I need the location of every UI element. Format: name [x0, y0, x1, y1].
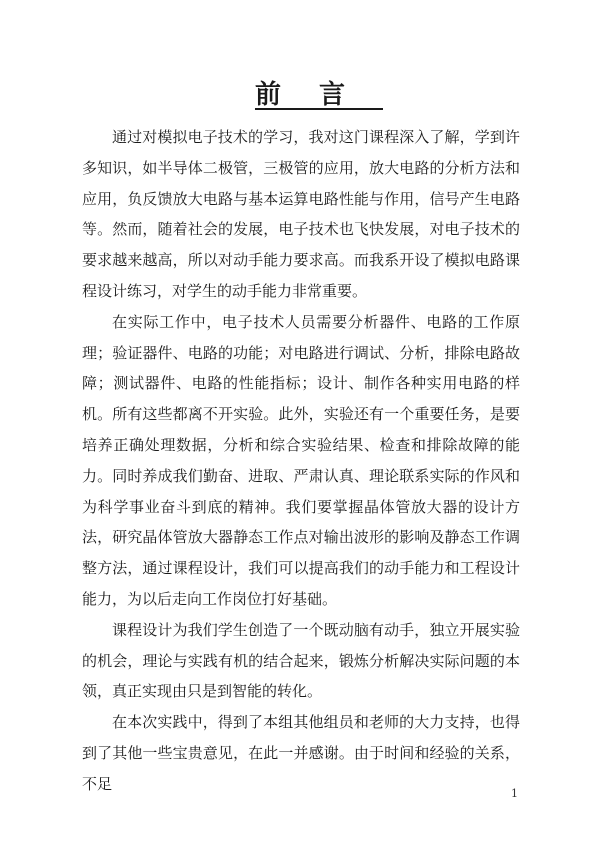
paragraph-2: 在实际工作中，电子技术人员需要分析器件、电路的工作原理；验证器件、电路的功能；对电路进行调试、分析，排除电路故障；测试器件、电路的性能指标；设计、制作各种实用电路的样机。所有这些都离不开实验。此外，实验还有一个重要任务，是要培养正确处理数据，分析和综合实验结果、检查和排除故障的能力。同时养成我们勤奋、进取、严肃认真、理论联系实际的作风和为科学事业奋斗到底的精神。我们要掌握晶体管放大器的设计方法，研究晶体管放大器静态工作点对输出波形的影响及静态工作调整方法，通过课程设计，我们可以提高我们的动手能力和工程设计能力，为以后走向工作岗位打好基础。	[82, 312, 520, 608]
paragraph-4: 在本次实践中，得到了本组其他组员和老师的大力支持，也得到了其他一些宝贵意见，在此一并感谢。由于时间和经验的关系，不足	[82, 713, 520, 793]
paragraph-3: 课程设计为我们学生创造了一个既动脑有动手，独立开展实验的机会，理论与实践有机的结合起来，锻炼分析解决实际问题的本领，真正实现由只是到智能的转化。	[82, 620, 520, 701]
page-title-text: 前言	[254, 80, 383, 110]
page-title	[0, 78, 600, 112]
page-number: 1	[511, 787, 518, 800]
paragraph-1: 通过对模拟电子技术的学习，我对这门课程深入了解，学到许多知识，如半导体二极管，三极管的应用，放大电路的分析方法和应用，负反馈放大电路与基本运算电路性能与作用，信号产生电路等。然而，随着社会的发展，电子技术也飞快发展，对电子技术的要求越来越高，所以对动手能力要求高。而我系开设了模拟电路课程设计练习，对学生的动手能力非常重要。	[82, 128, 520, 300]
document-body	[82, 122, 520, 800]
